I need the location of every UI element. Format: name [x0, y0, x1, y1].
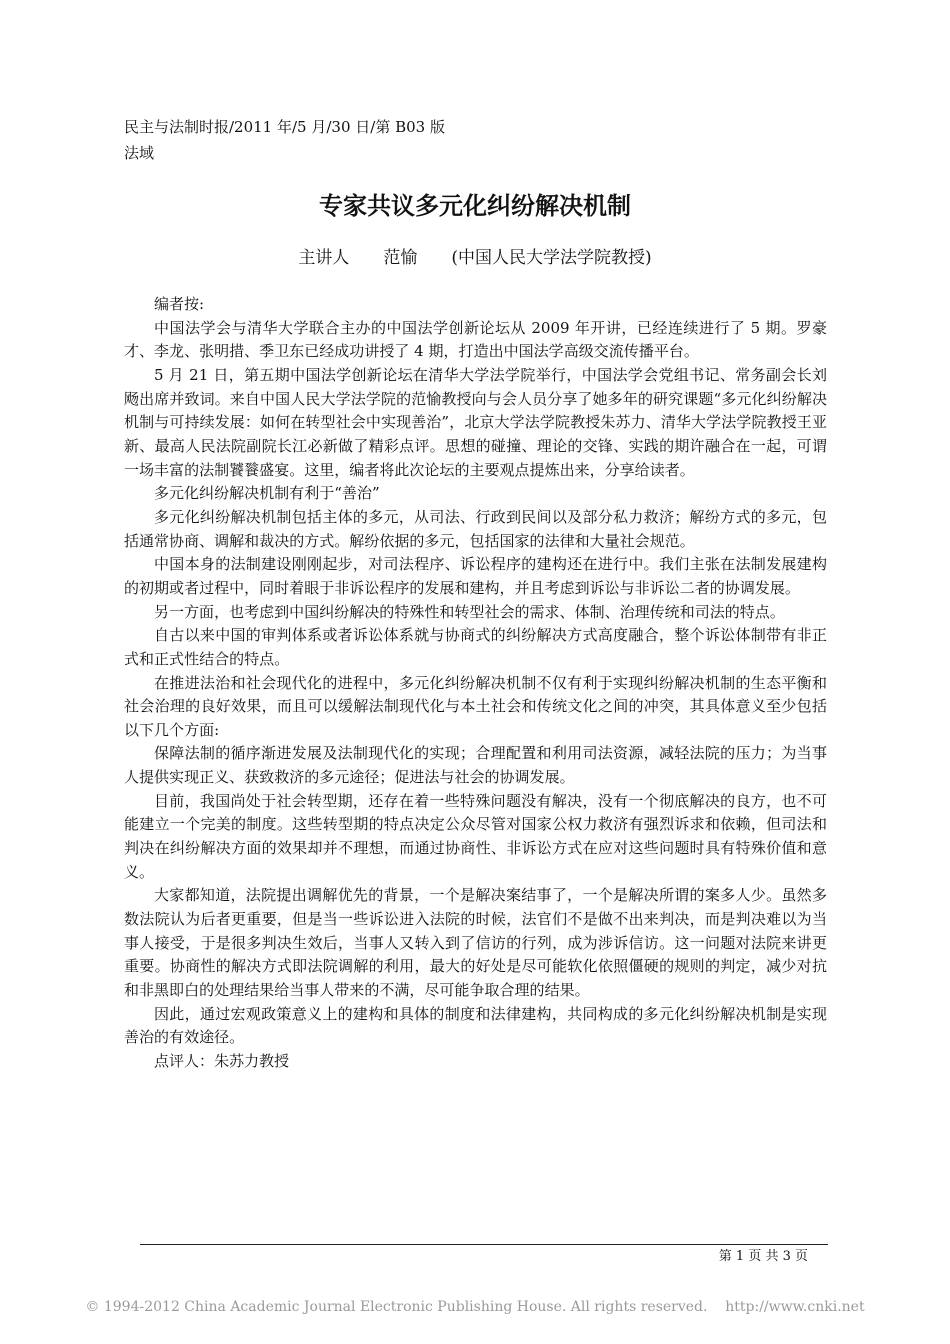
paragraph: 大家都知道，法院提出调解优先的背景，一个是解决案结事了，一个是解决所谓的案多人少。虽然多数法院认为后者更重要，但是当一些诉讼进入法院的时候，法官们不是做不出来判决，而是判决难以为当事人接受，于是很多判决生效后，当事人又转入到了信访的行列，成为涉诉信访。这一问题对法院来讲更重要。协商性的解决方式即法院调解的利用，最大的好处是尽可能软化依照僵硬的规则的判定，减少对抗和非黑即白的处理结果给当事人带来的不满，尽可能争取合理的结果。 [124, 886, 827, 1000]
article-title: 专家共议多元化纠纷解决机制 [319, 192, 631, 220]
editor-note-label: 编者按: [154, 295, 205, 313]
paragraph: 中国本身的法制建设刚刚起步，对司法程序、诉讼程序的建构还在进行中。我们主张在法制发展建构的初期或者过程中，同时着眼于非诉讼程序的发展和建构，并且考虑到诉讼与非诉讼二者的协调发展。 [124, 555, 827, 597]
article-body [124, 293, 827, 1074]
section-heading: 多元化纠纷解决机制有利于“善治” [154, 484, 380, 503]
source-line: 民主与法制时报/2011 年/5 月/30 日/第 B03 版 [124, 118, 445, 136]
paragraph: 在推进法治和社会现代化的进程中，多元化纠纷解决机制不仅有利于实现纠纷解决机制的生态平衡和社会治理的良好效果，而且可以缓解法制现代化与本土社会和传统文化之间的冲突，其具体意义至少包括以下几个方面: [124, 673, 827, 739]
reviewer-label: 点评人：朱苏力教授 [154, 1052, 290, 1070]
paragraph: 另一方面，也考虑到中国纠纷解决的特殊性和转型社会的需求、体制、治理传统和司法的特点。 [154, 602, 785, 621]
paragraph: 保障法制的循序渐进发展及法制现代化的实现；合理配置和利用司法资源，减轻法院的压力；为当事人提供实现正义、获致救济的多元途径；促进法与社会的协调发展。 [124, 744, 827, 787]
footer-divider [140, 1244, 828, 1245]
paragraph: 自古以来中国的审判体系或者诉讼体系就与协商式的纠纷解决方式高度融合，整个诉讼体制带有非正式和正式性结合的特点。 [124, 626, 827, 668]
copyright-notice: © 1994-2012 China Academic Journal Electronic Publishing House. All rights reserved. http://www.cnki.net [85, 1299, 865, 1315]
section-label: 法域 [124, 144, 155, 162]
article-byline: 主讲人 范愉 (中国人民大学法学院教授) [298, 248, 652, 268]
paragraph: 因此，通过宏观政策意义上的建构和具体的制度和法律建构，共同构成的多元化纠纷解决机制是实现善治的有效途径。 [124, 1004, 827, 1047]
paragraph: 5 月 21 日，第五期中国法学创新论坛在清华大学法学院举行，中国法学会党组书记、常务副会长刘飏出席并致词。来自中国人民大学法学院的范愉教授向与会人员分享了她多年的研究课题“多元化纠纷解决机制与可持续发展：如何在转型社会中实现善治”，北京大学法学院教授朱苏力、清华大学法学院教授王亚新、最高人民法院副院长江必新做了精彩点评。思想的碰撞、理论的交锋、实践的期许融合在一起，可谓一场丰富的法制饕餮盛宴。这里，编者将此次论坛的主要观点提炼出来，分享给读者。 [124, 365, 827, 479]
paragraph: 多元化纠纷解决机制包括主体的多元，从司法、行政到民间以及部分私力救济；解纷方式的多元，包括通常协商、调解和裁决的方式。解纷依据的多元，包括国家的法律和大量社会规范。 [124, 507, 827, 550]
page-number: 第 1 页 共 3 页 [718, 1249, 808, 1264]
paragraph: 中国法学会与清华大学联合主办的中国法学创新论坛从 2009 年开讲，已经连续进行了 5 期。罗豪才、李龙、张明措、季卫东已经成功讲授了 4 期，打造出中国法学高级交流传播平台。 [124, 318, 827, 361]
paragraph: 目前，我国尚处于社会转型期，还存在着一些特殊问题没有解决，没有一个彻底解决的良方，也不可能建立一个完美的制度。这些转型期的特点决定公众尽管对国家公权力救济有强烈诉求和依赖，但司法和判决在纠纷解决方面的效果却并不理想，而通过协商性、非诉讼方式在应对这些问题时具有特殊价值和意义。 [124, 791, 827, 881]
